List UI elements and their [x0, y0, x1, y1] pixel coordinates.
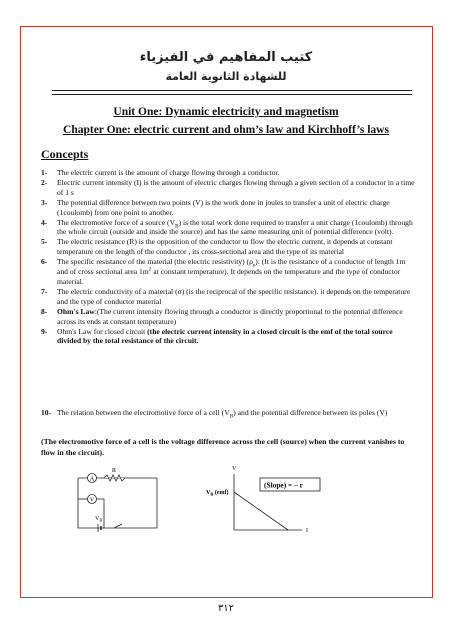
item-number: 8-: [41, 306, 48, 316]
item-text-b: ) is the total work done required to transfer a unit charge (1coulomb) through the whole circuit (outside and inside the source) and has the same measuring unit of potential difference (volt).: [57, 217, 413, 237]
item-text: :(The current intensity flowing through a conductor is directly proportional to the potential difference across its ends at constant temperature): [57, 306, 403, 326]
item-text: The electric resistance (R) is the opposition of the conductor to flow the electric current, it depends at constant temperature on the length of the conductor , its cross-sectional area and the type of its material: [57, 237, 393, 257]
resistor-symbol: [104, 475, 125, 481]
item-number: 4-: [41, 217, 48, 227]
slope-label: (Slope) = – r: [264, 480, 303, 490]
unit-title: Unit One: Dynamic electricity and magnetism: [113, 106, 339, 118]
x-axis-label: I: [306, 528, 308, 534]
item-number: 1-: [41, 168, 48, 177]
ammeter-label: A: [89, 476, 95, 483]
resistor-label: R: [111, 468, 117, 474]
y-intercept-label: $V_B$ (emf): [206, 490, 229, 497]
item-text-a: The electromotive force of a source (V: [57, 217, 176, 227]
item-text-a: The specific resistance of the material (the electric resistivity) (ρ: [57, 257, 253, 267]
item-number: 9-: [41, 326, 48, 336]
item-text-b: ): (It is the resistance of a conductor of length 1m and of cross sectional area 1m: [57, 257, 406, 277]
item-number: 2-: [41, 177, 48, 187]
item-bold-text: (the electric current intensity in a closed circuit is the emf of the total source divided by the total resistance of the circuit.: [57, 326, 393, 346]
voltmeter-label: V: [89, 497, 95, 504]
vi-line: [234, 492, 288, 530]
item-number: 6-: [41, 257, 48, 267]
concepts-heading: Concepts: [41, 147, 89, 161]
item-text-a: The relation between the electromotive force of a cell (V: [57, 408, 230, 417]
y-axis-label: V: [232, 466, 237, 472]
source-label: $V_B$: [95, 516, 103, 523]
item-text: Ohm's Law for closed circuit: [57, 326, 148, 336]
item-bold-term: Ohm's Law: [57, 306, 95, 316]
page-number: ٣١٢: [217, 603, 235, 614]
item-subscript: e: [252, 262, 256, 269]
voltmeter-wire-right: [97, 499, 105, 528]
item-number: 3-: [41, 197, 48, 207]
item-text: Electric current intensity (I) is the amount of electric charges flowing through a given section of a conductor in a time of 1 s: [57, 177, 415, 197]
switch-symbol: [114, 524, 122, 528]
arabic-title-line2: للشهادة الثانوية العامة: [165, 70, 287, 83]
item-text-c: at constant temperature). It depends on the temperature and the type of conductor material.: [57, 267, 401, 286]
item-number: 10-: [41, 408, 52, 417]
item-number: 5-: [41, 237, 48, 247]
item-subscript: B: [229, 413, 234, 420]
item-superscript: 2: [148, 266, 152, 273]
chapter-title: Chapter One: electric current and ohm’s law and Kirchhoff’s laws: [63, 124, 389, 136]
item-text-b: ) and the potential difference between its poles (V): [233, 408, 388, 417]
item-number: 7-: [41, 286, 48, 296]
item-subscript: B: [175, 223, 179, 230]
item-text: The electric current is the amount of charge flowing through a conductor.: [57, 168, 280, 177]
item-text: The potential difference between two points (V) is the work done in joules to transfer a unit of electric charge (1coulomb) from one point to another.: [57, 197, 390, 217]
item-text: The electric conductivity of a material (σ) (is the reciprocal of the specific resistance). it depends on the temperature and the type of conductor material: [57, 286, 411, 306]
emf-definition-paragraph: (The electromotive force of a cell is the voltage difference across the cell (source) when the current vanishes to flow in the circuit).: [41, 437, 405, 457]
arabic-title-line1: كتيب المفاهيم في الفيزياء: [139, 50, 313, 65]
